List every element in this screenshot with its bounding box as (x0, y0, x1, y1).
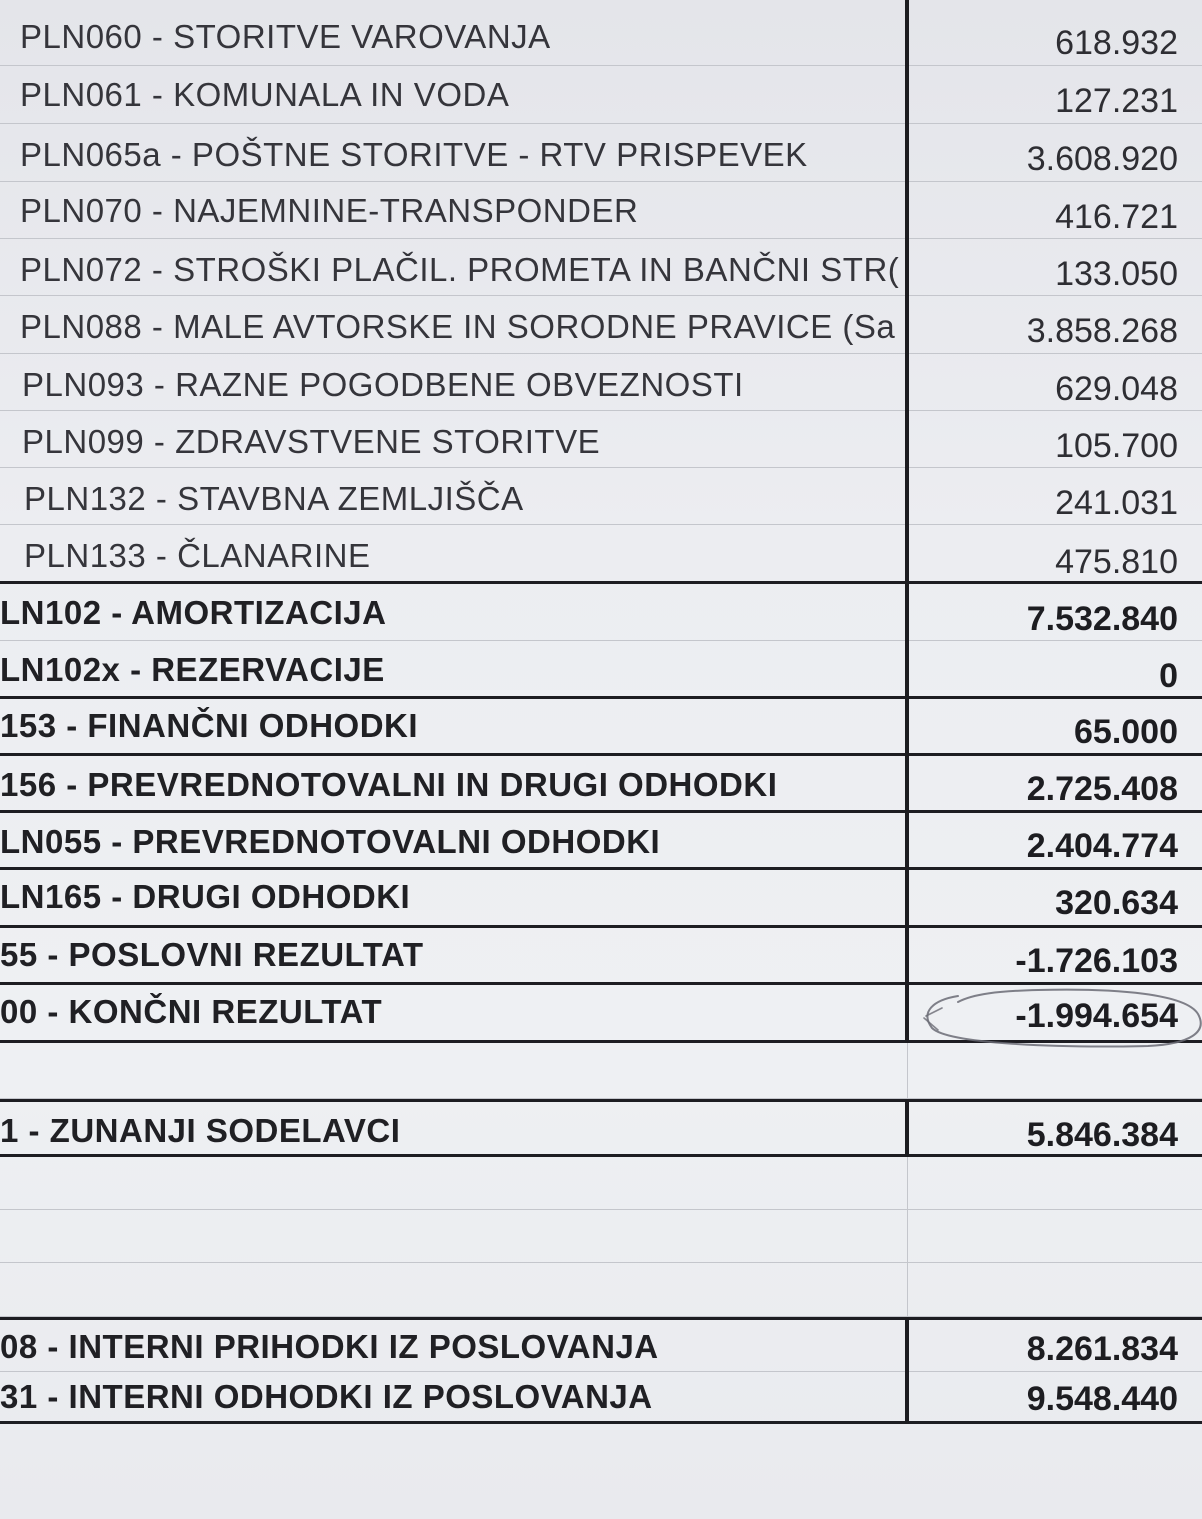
row-label: 55 - POSLOVNI REZULTAT (0, 936, 424, 973)
row-value: 2.404.774 (1026, 827, 1178, 865)
table-row (0, 1317, 1202, 1372)
row-label: PLN088 - MALE AVTORSKE IN SORODNE PRAVICE (Sa (20, 308, 896, 345)
column-divider (905, 0, 909, 1043)
row-label: 153 - FINANČNI ODHODKI (0, 707, 419, 744)
row-label: LN102 - AMORTIZACIJA (0, 594, 387, 631)
table-row (0, 928, 1202, 985)
column-divider (905, 1317, 909, 1424)
empty-row (0, 1424, 1202, 1519)
table-row (0, 756, 1202, 813)
table-row (0, 66, 1202, 124)
table-row (0, 468, 1202, 525)
table-row (0, 354, 1202, 411)
row-value: 475.810 (1055, 543, 1178, 581)
row-value: 0 (1159, 657, 1178, 695)
row-label: PLN099 - ZDRAVSTVENE STORITVE (22, 423, 601, 460)
table-row (0, 239, 1202, 296)
empty-row (0, 1263, 1202, 1317)
row-label: PLN061 - KOMUNALA IN VODA (20, 76, 510, 113)
table-row (0, 1372, 1202, 1424)
table-row (0, 296, 1202, 354)
row-label: 31 - INTERNI ODHODKI IZ POSLOVANJA (0, 1378, 653, 1415)
table-row (0, 1099, 1202, 1157)
row-value: 9.548.440 (1026, 1380, 1178, 1418)
empty-row (0, 1210, 1202, 1263)
table-row (0, 584, 1202, 641)
row-value: 3.858.268 (1026, 312, 1178, 350)
table-row (0, 641, 1202, 699)
row-value: 2.725.408 (1026, 770, 1178, 808)
row-value: 241.031 (1055, 484, 1178, 522)
table-row (0, 411, 1202, 468)
row-value: 133.050 (1055, 255, 1178, 293)
row-label: PLN060 - STORITVE VAROVANJA (20, 18, 551, 55)
row-value: 416.721 (1055, 198, 1178, 236)
row-value: 618.932 (1055, 24, 1178, 62)
table-row (0, 182, 1202, 239)
row-label: PLN072 - STROŠKI PLAČIL. PROMETA IN BANČNI STR( (20, 251, 900, 288)
table-row (0, 10, 1202, 66)
row-label: PLN132 - STAVBNA ZEMLJIŠČA (24, 480, 524, 517)
row-value: 5.846.384 (1026, 1116, 1178, 1154)
row-label: LN102x - REZERVACIJE (0, 651, 385, 688)
row-label: PLN133 - ČLANARINE (24, 537, 371, 574)
table-row (0, 124, 1202, 182)
row-label: 156 - PREVREDNOTOVALNI IN DRUGI ODHODKI (0, 766, 778, 803)
row-value: 105.700 (1055, 427, 1178, 465)
table-row (0, 525, 1202, 584)
empty-row (0, 1157, 1202, 1210)
row-value: -1.726.103 (1015, 942, 1178, 980)
row-label: PLN093 - RAZNE POGODBENE OBVEZNOSTI (22, 366, 744, 403)
row-label: 1 - ZUNANJI SODELAVCI (0, 1112, 401, 1149)
row-value: 320.634 (1055, 884, 1178, 922)
table-row (0, 870, 1202, 928)
row-label: 00 - KONČNI REZULTAT (0, 993, 383, 1030)
empty-row (0, 1043, 1202, 1099)
row-label: PLN065a - POŠTNE STORITVE - RTV PRISPEVEK (20, 136, 808, 173)
row-value: 629.048 (1055, 370, 1178, 408)
table-row (0, 699, 1202, 756)
column-divider (907, 1157, 908, 1317)
row-value: -1.994.654 (1015, 997, 1178, 1035)
row-value: 3.608.920 (1026, 140, 1178, 178)
column-divider (907, 1043, 908, 1099)
row-label: LN055 - PREVREDNOTOVALNI ODHODKI (0, 823, 661, 860)
row-value: 65.000 (1074, 713, 1178, 751)
table-row (0, 813, 1202, 870)
row-label: PLN070 - NAJEMNINE-TRANSPONDER (20, 192, 639, 229)
row-value: 127.231 (1055, 82, 1178, 120)
column-divider (905, 1099, 909, 1157)
row-value: 7.532.840 (1026, 600, 1178, 638)
row-value: 8.261.834 (1026, 1330, 1178, 1368)
table-row (0, 985, 1202, 1043)
row-label: LN165 - DRUGI ODHODKI (0, 878, 411, 915)
row-label: 08 - INTERNI PRIHODKI IZ POSLOVANJA (0, 1328, 659, 1365)
